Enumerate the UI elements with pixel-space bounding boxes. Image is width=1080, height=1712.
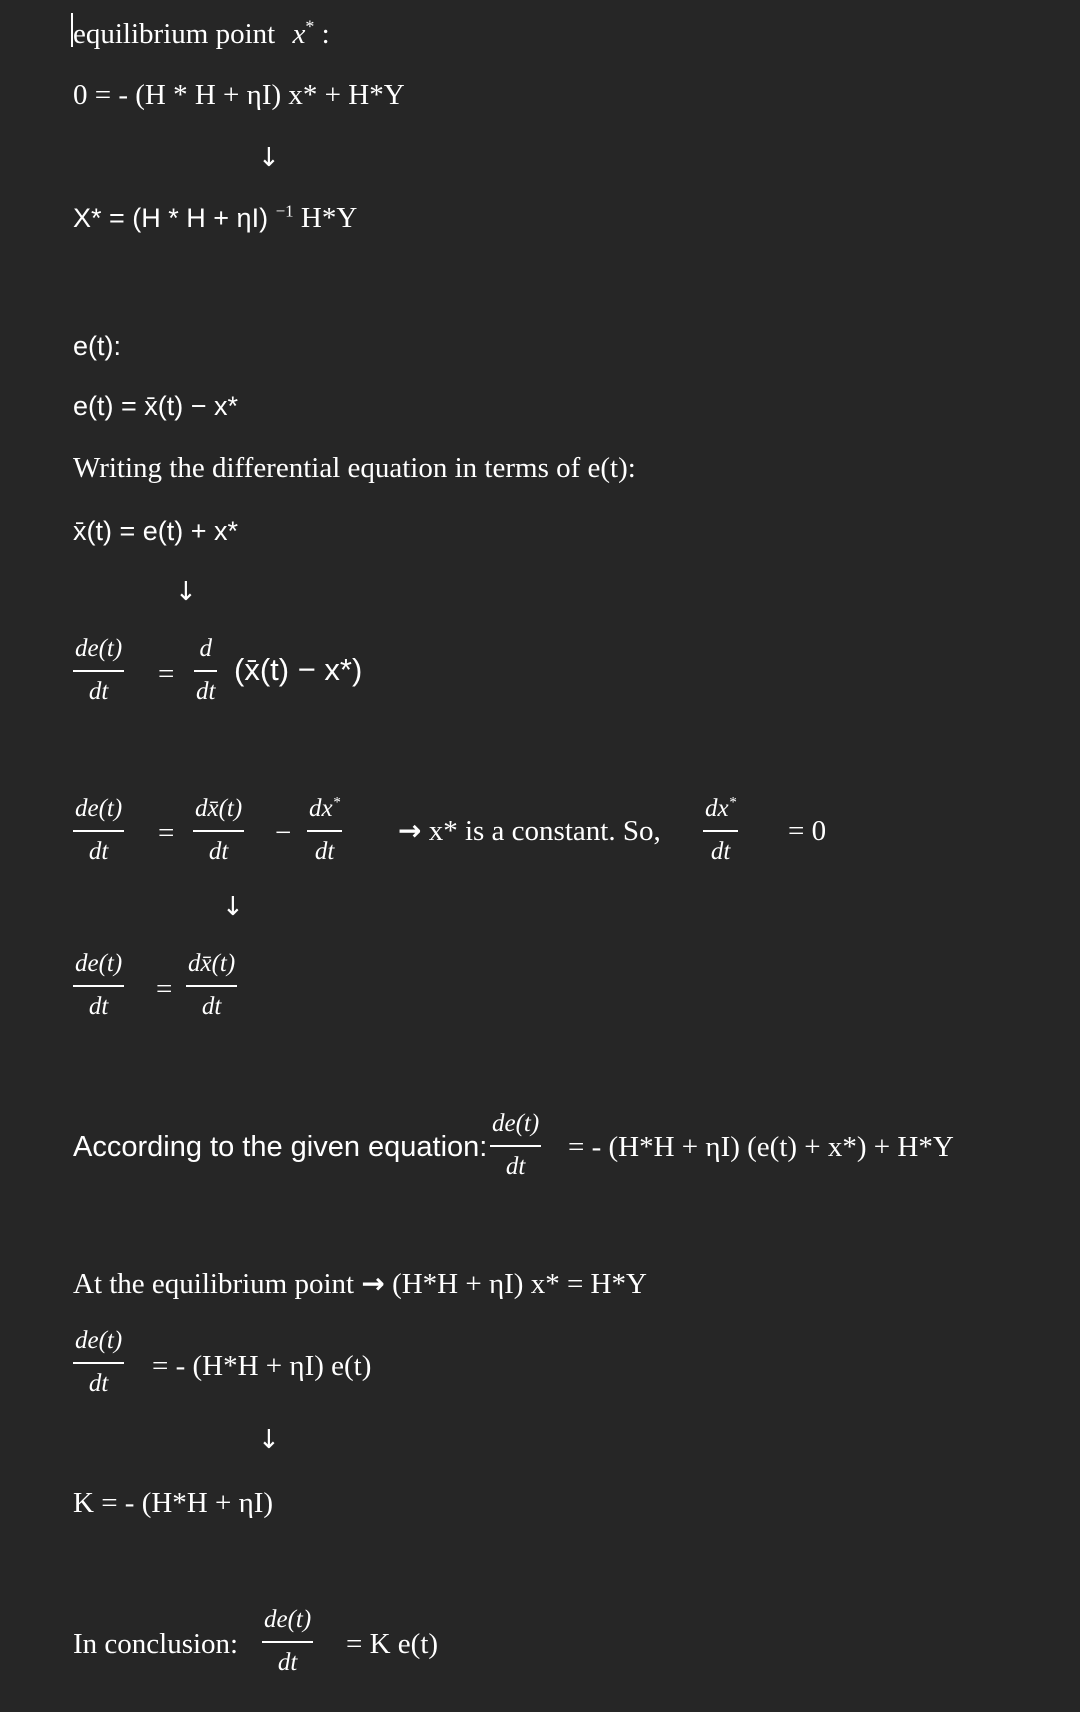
- fraction-numerator: de(t): [264, 1606, 312, 1633]
- writing-sentence: Writing the differential equation in terms of e(t):: [73, 452, 636, 484]
- according-rhs: = - (H*H + ηI) (e(t) + x*) + H*Y: [568, 1131, 954, 1163]
- equilibrium-point-heading: [73, 16, 330, 52]
- fraction-bar: [193, 830, 244, 832]
- right-arrow-icon: →: [398, 814, 422, 847]
- k-definition: K = - (H*H + ηI): [73, 1487, 274, 1519]
- de-dt-fraction: [262, 1604, 313, 1679]
- fraction-denominator: dt: [201, 993, 222, 1020]
- equilibrium-colon: :: [314, 18, 330, 50]
- fraction-numerator: [703, 793, 738, 825]
- according-text: According to the given equation:: [73, 1131, 488, 1163]
- fraction-denominator: dt: [710, 838, 731, 865]
- equals-zero: = 0: [788, 815, 827, 847]
- fraction-bar: [73, 670, 124, 672]
- fraction-numerator: dx̄(t): [195, 795, 243, 822]
- error-dynamics-rhs: = - (H*H + ηI) e(t): [152, 1350, 372, 1382]
- fraction-bar: [307, 830, 342, 832]
- conclusion-text: In conclusion:: [73, 1628, 239, 1660]
- fraction-bar: [73, 1362, 124, 1364]
- fraction-numerator: [307, 793, 342, 825]
- equilibrium-var-star: *: [305, 16, 315, 37]
- at-equilibrium-math: (H*H + ηI) x* = H*Y: [384, 1268, 647, 1300]
- equilibrium-point-label: equilibrium point: [73, 18, 276, 50]
- numerator-star: *: [332, 794, 341, 811]
- xstar-lhs: X* = (H * H + ηI): [73, 203, 276, 233]
- right-arrow-icon: →: [361, 1267, 385, 1300]
- equals-sign: =: [158, 658, 175, 690]
- de-dt-fraction: [73, 793, 124, 868]
- xbar-equation: x̄(t) = e(t) + x*: [73, 516, 239, 546]
- down-arrow-icon: ↓: [222, 892, 244, 922]
- fraction-numerator: de(t): [75, 635, 123, 662]
- fraction-denominator: dt: [88, 993, 109, 1020]
- constant-text: x* is a constant. So,: [421, 815, 661, 847]
- down-arrow-icon: ↓: [258, 143, 280, 173]
- de-dt-fraction: [73, 948, 124, 1023]
- minus-sign: −: [275, 817, 292, 849]
- fraction-denominator: dt: [208, 838, 229, 865]
- de-dt-fraction: [73, 633, 124, 708]
- equilibrium-var: x: [292, 18, 306, 50]
- de-dt-fraction: [73, 1325, 124, 1400]
- numerator-text: dx: [309, 795, 333, 822]
- et-definition: e(t) = x̄(t) − x*: [73, 391, 239, 421]
- fraction-bar: [703, 830, 738, 832]
- fraction-denominator: dt: [505, 1153, 526, 1180]
- numerator-text: dx: [705, 795, 729, 822]
- xstar-rhs: H*Y: [293, 202, 358, 234]
- fraction-bar: [194, 670, 217, 672]
- dxbar-dt-fraction: [186, 948, 237, 1023]
- fraction-bar: [490, 1145, 541, 1147]
- equals-sign: =: [158, 817, 175, 849]
- fraction-denominator: dt: [277, 1649, 298, 1676]
- fraction-bar: [186, 985, 237, 987]
- inverse-exponent: −1: [275, 201, 294, 221]
- fraction-bar: [262, 1641, 313, 1643]
- fraction-denominator: dt: [88, 838, 109, 865]
- fraction-denominator: dt: [88, 678, 109, 705]
- fraction-denominator: dt: [314, 838, 335, 865]
- derivative-argument: (x̄(t) − x*): [234, 652, 363, 687]
- at-equilibrium-text: At the equilibrium point: [73, 1268, 362, 1300]
- equation-zero: 0 = - (H * H + ηI) x* + H*Y: [73, 79, 405, 111]
- fraction-numerator: dx̄(t): [188, 950, 236, 977]
- fraction-numerator: de(t): [75, 1327, 123, 1354]
- fraction-numerator: d: [199, 635, 212, 662]
- fraction-denominator: dt: [196, 678, 216, 705]
- dxstar-dt-fraction: [307, 793, 342, 868]
- de-dt-fraction: [490, 1108, 541, 1183]
- numerator-star: *: [728, 794, 737, 811]
- equals-sign: =: [156, 973, 173, 1005]
- fraction-numerator: de(t): [75, 950, 123, 977]
- et-label: e(t):: [73, 331, 122, 361]
- dxbar-dt-fraction: [193, 793, 244, 868]
- down-arrow-icon: ↓: [175, 577, 197, 607]
- fraction-denominator: dt: [88, 1370, 109, 1397]
- dxstar-dt-fraction: [703, 793, 738, 868]
- fraction-bar: [73, 985, 124, 987]
- fraction-numerator: de(t): [492, 1110, 540, 1137]
- conclusion-rhs: = K e(t): [346, 1628, 439, 1660]
- constant-note: [398, 813, 661, 849]
- fraction-numerator: de(t): [75, 795, 123, 822]
- equation-xstar: [73, 200, 357, 236]
- d-dt-fraction: [194, 633, 217, 708]
- down-arrow-icon: ↓: [258, 1425, 280, 1455]
- fraction-bar: [73, 830, 124, 832]
- at-equilibrium-line: [73, 1266, 647, 1302]
